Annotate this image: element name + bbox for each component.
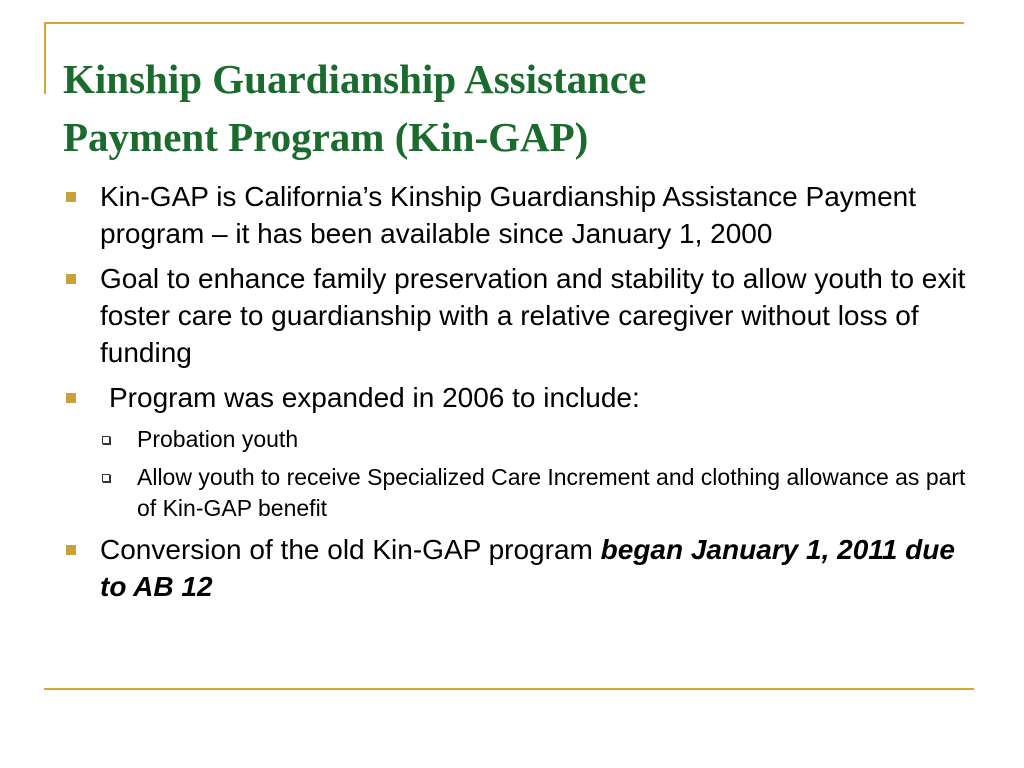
sub-bullet-item-2	[62, 462, 982, 524]
bullet-text-3: Program was expanded in 2006 to include:	[109, 382, 640, 413]
bullet-item-4	[62, 531, 982, 605]
square-bullet-icon	[66, 545, 76, 555]
bullet-text-4-plain: Conversion of the old Kin-GAP program	[100, 534, 601, 565]
frame-top-line	[44, 22, 964, 24]
bullet-item-3	[62, 379, 982, 416]
frame-bottom-line	[44, 688, 974, 690]
slide-body	[62, 178, 982, 613]
hollow-square-bullet-icon	[102, 436, 110, 444]
sub-bullet-item-1	[62, 424, 982, 455]
sub-bullet-text-1: Probation youth	[137, 426, 299, 452]
bullet-text-2: Goal to enhance family preservation and stability to allow youth to exit foster care to guardianship with a relative caregiver without loss of funding	[100, 263, 966, 368]
bullet-item-2	[62, 260, 982, 371]
square-bullet-icon	[66, 393, 76, 403]
slide-title-line-1: Kinship Guardianship Assistance	[63, 56, 647, 102]
slide-title-line-2: Payment Program (Kin-GAP)	[63, 114, 589, 160]
bullet-text-4-emphasis: began January 1, 2011 due to AB 12	[100, 534, 955, 602]
square-bullet-icon	[66, 274, 76, 284]
bullet-text-1: Kin-GAP is California’s Kinship Guardianship Assistance Payment program – it has been available since January 1, 2000	[100, 181, 917, 249]
hollow-square-bullet-icon	[102, 474, 110, 482]
sub-bullet-text-2: Allow youth to receive Specialized Care Increment and clothing allowance as part of Kin-GAP benefit	[137, 464, 966, 521]
slide-title	[63, 50, 963, 166]
frame-left-line	[44, 22, 46, 94]
square-bullet-icon	[66, 192, 76, 202]
bullet-item-1	[62, 178, 982, 252]
